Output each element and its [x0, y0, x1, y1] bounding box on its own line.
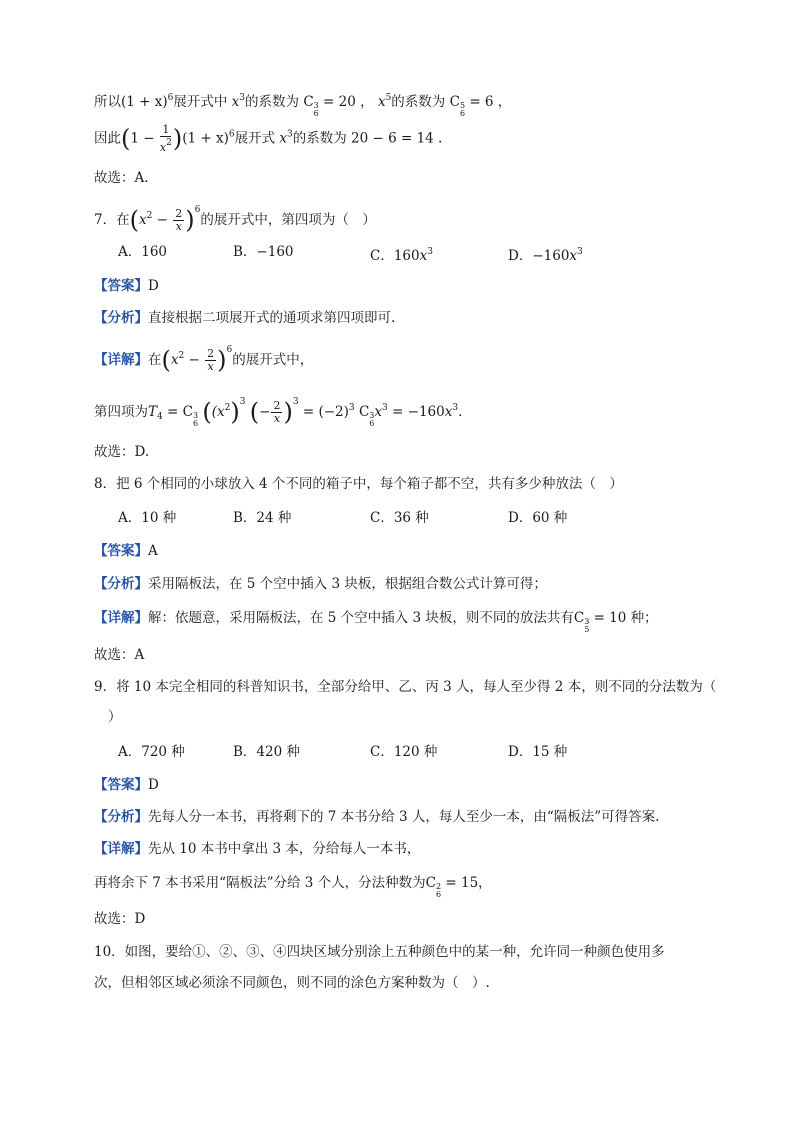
q9-option-b: B．420 种	[233, 744, 300, 760]
q9-answer: 【答案】D	[94, 777, 159, 793]
question-9-line-2: ）	[108, 709, 122, 725]
q8-option-c: C．36 种	[370, 510, 429, 526]
q8-answer: 【答案】A	[94, 543, 158, 559]
q7-option-a: A．160	[118, 244, 168, 260]
q7-end: 故选：D.	[94, 444, 150, 460]
q9-detail-2: 再将余下 7 本书采用“隔板法”分给 3 个人，分法种数为C 2 6 = 15，	[94, 875, 492, 899]
q7-detail: 【详解】在($x^2$ − $\frac{2}{x}$ )$^6$的展开式中，	[94, 345, 314, 374]
q9-detail: 【详解】先从 10 本书中拿出 3 本，分给每人一本书，	[94, 841, 421, 857]
q8-end: 故选：A	[94, 647, 145, 663]
question-9-line-1: 9．将 10 本完全相同的科普知识书，全部分给甲、乙、丙 3 人，每人至少得 2 本，则不同的分法数为（	[94, 679, 717, 695]
q9-analysis: 【分析】先每人分一本书，再将剩下的 7 本书分给 3 人，每人至少一本，由“隔板法”可得答案.	[94, 809, 660, 825]
q9-option-a: A．720 种	[118, 744, 185, 760]
q7-option-b: B．−160	[233, 244, 294, 260]
q9-end: 故选：D	[94, 911, 146, 927]
q8-analysis: 【分析】采用隔板法，在 5 个空中插入 3 块板，根据组合数公式计算可得；	[94, 576, 547, 592]
q7-option-d: D．$-160x^3$	[508, 247, 583, 264]
fraction: $\frac{1}{x^2}$	[159, 123, 172, 154]
question-7: 7．在($x^2$ − $\frac{2}{x}$ )$^6$的展开式中，第四项为（ ）	[94, 205, 376, 234]
q8-option-b: B．24 种	[233, 510, 292, 526]
q8-option-d: D．60 种	[508, 510, 568, 526]
q9-option-c: C．120 种	[370, 744, 438, 760]
question-10-line-2: 次，但相邻区域必须涂不同颜色，则不同的涂色方案种数为（ ）.	[94, 975, 490, 991]
question-8: 8．把 6 个相同的小球放入 4 个不同的箱子中，每个箱子都不空，共有多少种放法（ ）	[94, 476, 623, 492]
q7-option-c: C．$160x^3$	[370, 247, 433, 264]
answer-choice-line: 故选：A.	[94, 170, 149, 186]
solution-line-1: 所以$(1 + x)^6$展开式中 $x^3$的系数为 C 3 6 = 20 ， $x^5$的系数为 C 5 6 = 6 ，	[94, 93, 512, 118]
q8-detail: 【详解】解：依题意，采用隔板法，在 5 个空中插入 3 块板，则不同的放法共有C 3 5 = 10 种；	[94, 610, 658, 634]
q9-option-d: D．15 种	[508, 744, 568, 760]
question-10-line-1: 10．如图，要给①、②、③、④四块区域分别涂上五种颜色中的某一种，允许同一种颜色使用多	[94, 944, 665, 960]
solution-line-2: 因此(1 − $\frac{1}{x^2}$ )$(1 + x)^6$展开式 $x^3$的系数为 20 − 6 = 14 .	[94, 123, 443, 154]
q7-answer: 【答案】D	[94, 278, 159, 294]
q7-fourth-term: 第四项为$T_4 = C$ 3 6 ($(x^2)^3$ (− $\frac{2}{x}$ )$^3 = (-2)^3$ C 3 6 $x^3 = -160x^3$.	[94, 397, 463, 428]
q7-analysis: 【分析】直接根据二项展开式的通项求第四项即可.	[94, 310, 396, 326]
q8-option-a: A．10 种	[118, 510, 177, 526]
